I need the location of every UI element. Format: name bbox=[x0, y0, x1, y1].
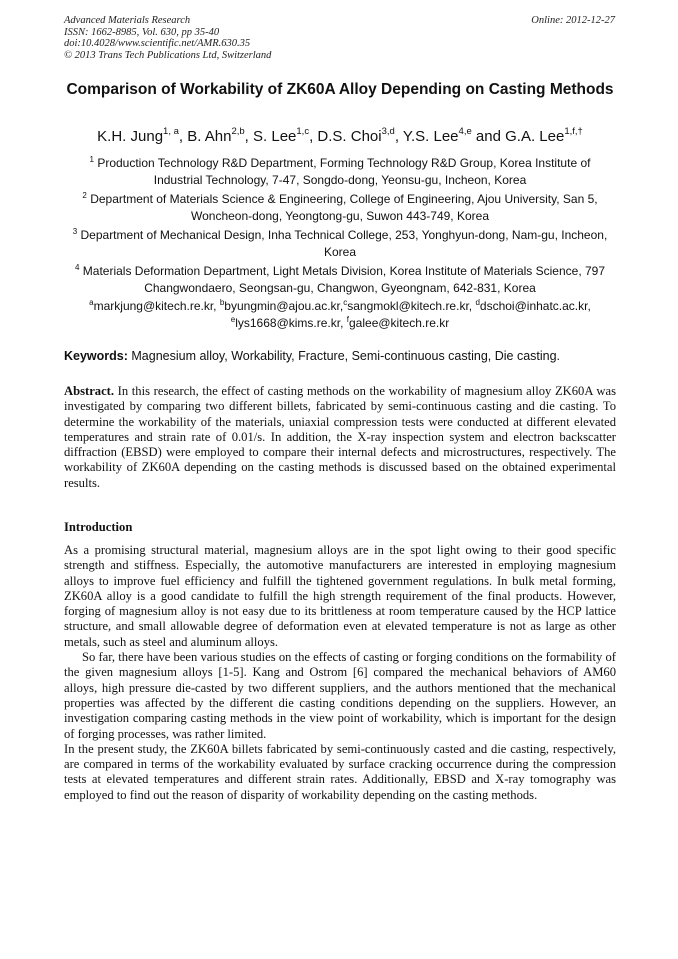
email-link[interactable]: galee@kitech.re.kr bbox=[349, 315, 450, 330]
author-name: K.H. Jung bbox=[97, 128, 164, 145]
paragraph: As a promising structural material, magnesium alloys are in the spot light owing to their good specific strength and stiffness. Especially, the automotive manufacturers are interested in employing magnesium alloys to improve fuel efficiency and fulfill the tightened government regulations. In bulk metal forming, ZK60A alloy is a good candidate to fulfill the high strength requirement of the final products. However, forging of magnesium alloy is not easy due to its brittleness at room temperature caused by the HCP lattice structure, and small allowable degree of deformation even at elevated temperature is not as large as other metals, such as steel and aluminum alloys. bbox=[64, 543, 616, 649]
keywords-text: Magnesium alloy, Workability, Fracture, Semi-continuous casting, Die casting. bbox=[131, 349, 561, 363]
keywords bbox=[64, 348, 616, 364]
author-name: G.A. Lee bbox=[505, 128, 565, 145]
journal-issn: ISSN: 1662-8985, Vol. 630, pp 35-40 bbox=[64, 26, 220, 38]
email-list: $^a$markjung@kitech.re.kr, $^b$byungmin@ajou.ac.kr,$^c$sangmokl@kitech.re.kr, $^d$dschoi@inhatc.ac.kr, $^e$lys1668@kims.re.kr, $^f$galee@kitech.re.kr bbox=[89, 298, 591, 330]
author-sup: 2,b bbox=[231, 126, 245, 137]
author-sup: 1,f,† bbox=[564, 126, 583, 137]
email-link[interactable]: sangmokl@kitech.re.kr bbox=[347, 299, 469, 313]
online-date: Online: 2012-12-27 bbox=[531, 15, 615, 26]
email-link[interactable]: lys1668@kims.re.kr bbox=[235, 315, 341, 330]
affiliation-text: Materials Deformation Department, Light Metals Division, Korea Institute of Materials Science, 797 Changwondaero, Seongsan-gu, Changwon, Gyeongnam, 642-831, Korea bbox=[82, 264, 606, 295]
author-sup: 3,d bbox=[381, 126, 395, 137]
abstract-label: Abstract. bbox=[64, 384, 115, 398]
author-sup: 1,c bbox=[296, 126, 310, 137]
paper-title: Comparison of Workability of ZK60A Alloy Depending on Casting Methods bbox=[66, 81, 614, 98]
affiliation-text: Production Technology R&D Department, Forming Technology R&D Group, Korea Institute of Industrial Technology, 7-47, Songdo-dong, Yeonsu-gu, Incheon, Korea bbox=[97, 156, 591, 187]
author-sup: 4,e bbox=[458, 126, 472, 137]
affiliation-2 bbox=[64, 191, 616, 224]
author-name: S. Lee bbox=[253, 128, 297, 145]
affiliation-text: Department of Materials Science & Engineering, College of Engineering, Ajou University, San 5, Woncheon-dong, Yeongtong-gu, Suwon 443-749, Korea bbox=[90, 192, 598, 223]
email-sup: b bbox=[219, 298, 225, 307]
affiliation-number: 4 bbox=[74, 263, 80, 272]
keywords-label: Keywords: bbox=[64, 349, 128, 363]
introduction-heading: Introduction bbox=[64, 520, 133, 534]
author-name: D.S. Choi bbox=[317, 128, 382, 145]
email-sup: d bbox=[475, 298, 480, 307]
affiliation-number: 3 bbox=[72, 227, 78, 236]
email-sup: f bbox=[346, 314, 349, 324]
affiliation-1 bbox=[64, 155, 616, 188]
author-name: B. Ahn bbox=[187, 128, 232, 145]
affiliation-4 bbox=[62, 263, 618, 296]
paragraph: So far, there have been various studies on the effects of casting or forging conditions on the formability of the given magnesium alloys [1-5]. Kang and Ostrom [6] compared the mechanical behaviors of AM60 alloys, high pressure die-casted by two different suppliers, and the authors mentioned that the mechanical properties was affected by the different die casting conditions depending on the suppliers. However, an investigation comparing casting methods in the view point of workability, which is important for the design of forging processes, was rather limited. bbox=[64, 650, 616, 741]
email-link[interactable]: markjung@kitech.re.kr bbox=[93, 299, 214, 313]
affiliation-number: 2 bbox=[82, 191, 87, 200]
affiliation-3 bbox=[64, 227, 616, 260]
affiliation-text: Department of Mechanical Design, Inha Technical College, 253, Yonghyun-dong, Nam-gu, Incheon, Korea bbox=[80, 228, 608, 259]
email-link[interactable]: dschoi@inhatc.ac.kr bbox=[479, 299, 588, 313]
author-sup: 1, a bbox=[163, 126, 179, 137]
journal-header bbox=[64, 15, 271, 61]
author-separator: , bbox=[394, 128, 403, 145]
abstract bbox=[64, 384, 616, 491]
journal-name: Advanced Materials Research bbox=[64, 15, 191, 26]
email-link[interactable]: byungmin@ajou.ac.kr bbox=[224, 299, 340, 313]
email-sup: e bbox=[230, 314, 236, 324]
author-separator: and bbox=[471, 128, 506, 145]
email-sup: c bbox=[343, 298, 348, 307]
author-separator: , bbox=[244, 128, 254, 145]
introduction-body bbox=[64, 543, 616, 803]
abstract-text: In this research, the effect of casting methods on the workability of magnesium alloy ZK60A was investigated by comparing two different billets, fabricated by semi-continuous casting and die casting. To determine the workability of the materials, uniaxial compression tests were conducted at different elevated temperatures and strain rate of 0.01/s. In addition, the X-ray inspection system and electron backscatter diffraction (EBSD) were employed to compare their internal defects and microstructures, respectively. The workability of ZK60A depending on the casting methods is discussed based on the obtained experimental results. bbox=[64, 384, 616, 490]
author-separator: , bbox=[309, 128, 318, 145]
email-sup: a bbox=[89, 298, 94, 307]
author-separator: , bbox=[178, 128, 188, 145]
paragraph: In the present study, the ZK60A billets fabricated by semi-continuously casted and die casting, respectively, are compared in terms of the workability evaluated by surface cracking occurrence during the compression tests at elevated temperatures and different strain rates. Additionally, EBSD and X-ray tomography was employed to find out the reason of disparity of workability depending on the casting methods. bbox=[64, 741, 616, 802]
author-list bbox=[30, 128, 650, 146]
affiliation-number: 1 bbox=[89, 155, 94, 164]
author-name: Y.S. Lee bbox=[402, 128, 459, 145]
journal-doi[interactable]: doi:10.4028/www.scientific.net/AMR.630.35 bbox=[64, 38, 251, 49]
journal-copyright: © 2013 Trans Tech Publications Ltd, Switzerland bbox=[64, 49, 272, 61]
